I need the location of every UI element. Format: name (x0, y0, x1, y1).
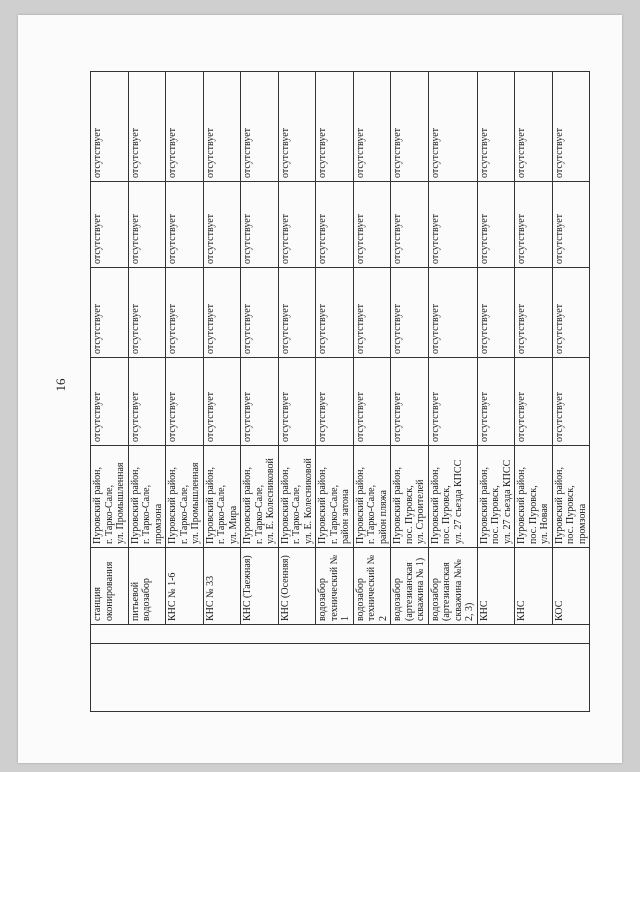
status-cell-2: отсутствует (552, 268, 590, 358)
status-cell-3: отсутствует (166, 182, 204, 268)
table-row (428, 72, 477, 712)
status-cell-1: отсутствует (353, 358, 391, 446)
address-cell (166, 446, 204, 548)
address-cell (477, 446, 515, 548)
status-cell-3: отсутствует (278, 182, 316, 268)
status-cell-4: отсутствует (391, 72, 429, 182)
object-cell: водозабор (артезианская скважина № 1) (391, 548, 429, 625)
address-line: г. Тарко-Сале, (141, 484, 152, 544)
status-cell-2: отсутствует (203, 268, 241, 358)
address-line: г. Тарко-Сале, (291, 484, 302, 544)
address-line: пос. Пуровск, (565, 485, 576, 544)
address-line: ул. Новая (539, 503, 550, 544)
status-cell-2: отсутствует (278, 268, 316, 358)
status-cell-2: отсутствует (241, 268, 279, 358)
address-line: ул. Е. Колесниковой (265, 458, 276, 544)
status-cell-3: отсутствует (316, 182, 354, 268)
status-cell-4: отсутствует (428, 72, 477, 182)
empty-cell-b (91, 625, 590, 644)
table-row (391, 72, 429, 712)
status-cell-3: отсутствует (552, 182, 590, 268)
object-cell: станция оконирования (91, 548, 129, 625)
address-line: ул. Мира (227, 505, 239, 544)
status-cell-1: отсутствует (316, 358, 354, 446)
object-cell: КНС № 1-6 (166, 548, 204, 625)
address-line: ул. Строителей (415, 479, 426, 544)
status-cell-2: отсутствует (515, 268, 553, 358)
table-row (515, 72, 553, 712)
address-line: Пуровский район, (167, 466, 178, 544)
status-cell-1: отсутствует (241, 358, 279, 446)
objects-table (90, 71, 590, 712)
address-line: Пуровский район, (354, 466, 366, 544)
address-cell (316, 446, 354, 548)
address-line: ул. 27 съезда КПСС (452, 459, 464, 544)
status-cell-2: отсутствует (353, 268, 391, 358)
object-cell: питьевой водозабор (128, 548, 166, 625)
address-line: г. Тарко-Сале, (216, 484, 227, 544)
status-cell-3: отсутствует (515, 182, 553, 268)
address-cell (278, 446, 316, 548)
address-cell (391, 446, 429, 548)
status-cell-1: отсутствует (203, 358, 241, 446)
address-line: ул. Промышленная (115, 462, 126, 544)
address-cell (552, 446, 590, 548)
table-row (166, 72, 204, 712)
address-line: Пуровский район, (204, 466, 216, 544)
table-row (203, 72, 241, 712)
address-line: Пуровский район, (92, 466, 103, 544)
status-cell-3: отсутствует (203, 182, 241, 268)
address-line: г. Тарко-Сале, (103, 484, 115, 544)
status-cell-3: отсутствует (128, 182, 166, 268)
address-line: Пуровский район, (516, 466, 527, 544)
address-line: Пуровский район, (317, 466, 328, 544)
empty-cell-a (91, 644, 590, 712)
status-cell-2: отсутствует (477, 268, 515, 358)
table-row (552, 72, 590, 712)
table-row (128, 72, 166, 712)
page-number: 16 (53, 378, 68, 392)
address-line: Пуровский район, (429, 466, 441, 544)
address-cell (128, 446, 166, 548)
address-line: Пуровский район, (553, 466, 565, 544)
status-cell-2: отсутствует (391, 268, 429, 358)
status-cell-4: отсутствует (316, 72, 354, 182)
address-line: г. Тарко-Сале, (178, 484, 190, 544)
object-cell: водозабор (артезианская скважина №№ 2, 3) (428, 548, 477, 625)
table-row (241, 72, 279, 712)
address-cell (428, 446, 477, 548)
status-cell-3: отсутствует (391, 182, 429, 268)
address-line: Пуровский район, (129, 466, 141, 544)
address-line: Пуровский район, (478, 466, 490, 544)
address-line: ул. Промышленная (190, 462, 201, 544)
address-line: ул. 27 съезда КПСС (501, 459, 513, 544)
address-cell (353, 446, 391, 548)
address-line: промзона (152, 503, 164, 544)
address-cell (91, 446, 129, 548)
status-cell-1: отсутствует (428, 358, 477, 446)
table-row (353, 72, 391, 712)
status-cell-2: отсутствует (91, 268, 129, 358)
address-line: промзона (576, 503, 588, 544)
object-cell: КНС (Осенняя) (278, 548, 316, 625)
status-cell-2: отсутствует (316, 268, 354, 358)
status-cell-4: отсутствует (477, 72, 515, 182)
status-cell-4: отсутствует (166, 72, 204, 182)
table-row (91, 72, 129, 712)
address-line: район затона (340, 489, 351, 544)
status-cell-3: отсутствует (91, 182, 129, 268)
status-cell-4: отсутствует (241, 72, 279, 182)
status-cell-1: отсутствует (391, 358, 429, 446)
status-cell-1: отсутствует (166, 358, 204, 446)
status-cell-1: отсутствует (552, 358, 590, 446)
address-line: Пуровский район, (392, 466, 403, 544)
object-cell: КНС № 33 (203, 548, 241, 625)
status-cell-4: отсутствует (278, 72, 316, 182)
address-line: пос. Пуровск, (527, 485, 539, 544)
status-cell-1: отсутствует (278, 358, 316, 446)
object-cell: водозабор технический № 1 (316, 548, 354, 625)
status-cell-2: отсутствует (428, 268, 477, 358)
status-cell-1: отсутствует (515, 358, 553, 446)
status-cell-4: отсутствует (515, 72, 553, 182)
address-line: г. Тарко-Сале, (328, 484, 340, 544)
status-cell-2: отсутствует (128, 268, 166, 358)
address-line: ул. Е. Колесниковой (302, 458, 314, 544)
address-line: район пляжа (377, 490, 389, 544)
object-cell: водозабор технический № 2 (353, 548, 391, 625)
address-line: пос. Пуровск, (441, 485, 452, 544)
object-cell: КНС (515, 548, 553, 625)
address-cell (515, 446, 553, 548)
address-line: пос. Пуровск, (403, 485, 415, 544)
address-cell (241, 446, 279, 548)
status-cell-4: отсутствует (91, 72, 129, 182)
status-cell-4: отсутствует (203, 72, 241, 182)
address-line: г. Тарко-Сале, (253, 484, 265, 544)
address-cell (203, 446, 241, 548)
status-cell-3: отсутствует (477, 182, 515, 268)
status-cell-1: отсутствует (91, 358, 129, 446)
status-cell-3: отсутствует (428, 182, 477, 268)
address-line: Пуровский район, (279, 466, 291, 544)
address-line: Пуровский район, (242, 466, 253, 544)
table-row (278, 72, 316, 712)
address-line: г. Тарко-Сале, (366, 484, 377, 544)
table-row (477, 72, 515, 712)
object-cell: КОС (552, 548, 590, 625)
status-cell-4: отсутствует (128, 72, 166, 182)
status-cell-1: отсутствует (477, 358, 515, 446)
status-cell-3: отсутствует (241, 182, 279, 268)
status-cell-4: отсутствует (552, 72, 590, 182)
table-body (91, 72, 590, 712)
status-cell-2: отсутствует (166, 268, 204, 358)
status-cell-4: отсутствует (353, 72, 391, 182)
object-cell: КНС (477, 548, 515, 625)
rotated-table-container (90, 72, 588, 712)
table-row (316, 72, 354, 712)
address-line: пос. Пуровск, (490, 485, 501, 544)
object-cell: КНС (Таежная) (241, 548, 279, 625)
status-cell-1: отсутствует (128, 358, 166, 446)
status-cell-3: отсутствует (353, 182, 391, 268)
